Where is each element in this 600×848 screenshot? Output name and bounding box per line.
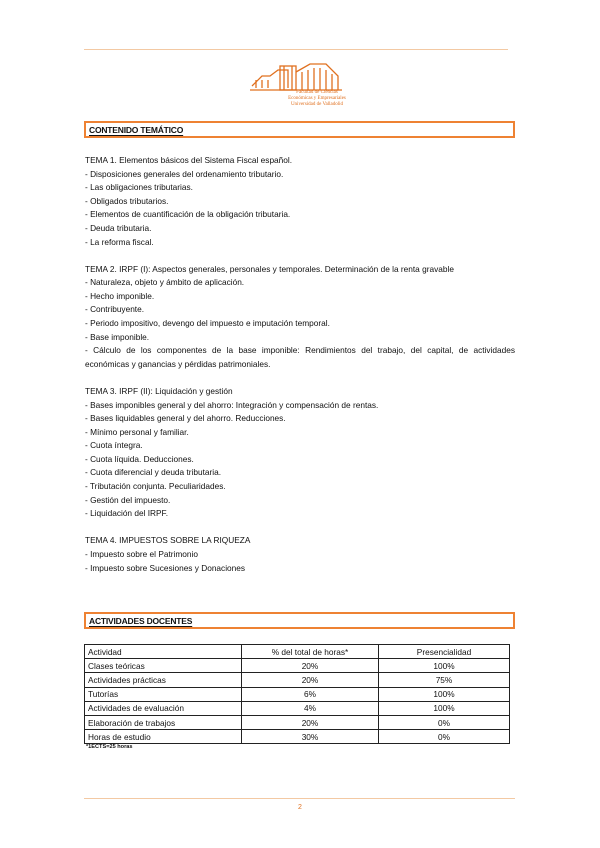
list-item: - Tributación conjunta. Peculiaridades. xyxy=(85,481,226,492)
footer-rule xyxy=(84,798,515,799)
list-item: - Periodo impositivo, devengo del impuesto e imputación temporal. xyxy=(85,318,330,329)
table-row xyxy=(85,715,510,729)
table-cell: Tutorías xyxy=(85,687,242,701)
list-item: - Cálculo de los componentes de la base imponible: Rendimientos del trabajo, del capital, de actividades económicas y ganancias y pérdidas patrimoniales. xyxy=(85,345,515,369)
table-header-row xyxy=(85,645,510,659)
list-item: - Cuota íntegra. xyxy=(85,440,143,451)
table-cell: 100% xyxy=(379,701,510,715)
list-item: - Elementos de cuantificación de la obligación tributaria. xyxy=(85,209,291,220)
contenido-body xyxy=(85,154,515,575)
table-cell: 100% xyxy=(379,659,510,673)
list-item: - Disposiciones generales del ordenamiento tributario. xyxy=(85,168,284,179)
ects-footnote: *1ECTS=25 horas xyxy=(86,744,133,750)
list-item: - Base imponible. xyxy=(85,331,150,342)
list-item: - Bases imponibles general y del ahorro: Integración y compensación de rentas. xyxy=(85,399,379,410)
table-cell: 20% xyxy=(242,673,379,687)
table-row xyxy=(85,673,510,687)
table-cell: 6% xyxy=(242,687,379,701)
table-cell: 0% xyxy=(379,730,510,744)
tema-2-heading: TEMA 2. IRPF (I): Aspectos generales, personales y temporales. Determinación de la renta gravable xyxy=(85,263,454,274)
list-item: - Las obligaciones tributarias. xyxy=(85,182,193,193)
list-item: - Gestión del impuesto. xyxy=(85,494,171,505)
list-item: - Liquidación del IRPF. xyxy=(85,508,169,519)
tema-1-heading: TEMA 1. Elementos básicos del Sistema Fiscal español. xyxy=(85,155,293,165)
list-item: - Cuota diferencial y deuda tributaria. xyxy=(85,467,222,478)
table-cell: Clases teóricas xyxy=(85,659,242,673)
actividades-table xyxy=(84,644,510,744)
column-header: Actividad xyxy=(85,645,242,659)
list-item: - Obligados tributarios. xyxy=(85,195,169,206)
tema-4-heading: TEMA 4. IMPUESTOS SOBRE LA RIQUEZA xyxy=(85,535,251,546)
header-rule xyxy=(84,49,508,50)
list-item: - Naturaleza, objeto y ámbito de aplicación. xyxy=(85,277,245,288)
list-item: - Hecho imponible. xyxy=(85,290,155,301)
table-cell: 20% xyxy=(242,659,379,673)
table-cell: Actividades prácticas xyxy=(85,673,242,687)
table-cell: 4% xyxy=(242,701,379,715)
table-row xyxy=(85,659,510,673)
list-item: - Bases liquidables general y del ahorro. Reducciones. xyxy=(85,413,286,424)
table-row xyxy=(85,730,510,744)
column-header: Presencialidad xyxy=(379,645,510,659)
column-header: % del total de horas* xyxy=(242,645,379,659)
table-cell: 0% xyxy=(379,715,510,729)
list-item: - Contribuyente. xyxy=(85,304,145,315)
tema-3-heading: TEMA 3. IRPF (II): Liquidación y gestión xyxy=(85,385,233,396)
list-item: - Impuesto sobre el Patrimonio xyxy=(85,548,198,559)
table-cell: 75% xyxy=(379,673,510,687)
list-item: - Impuesto sobre Sucesiones y Donaciones xyxy=(85,562,246,573)
list-item: - Mínimo personal y familiar. xyxy=(85,426,189,437)
faculty-logo-text: Facultad de Ciencias Económicas y Empresariales Universidad de Valladolid xyxy=(288,90,346,107)
list-item: - La reforma fiscal. xyxy=(85,236,154,247)
list-item: - Cuota líquida. Deducciones. xyxy=(85,453,194,464)
actividades-section-header: ACTIVIDADES DOCENTES xyxy=(84,612,515,629)
table-cell: 100% xyxy=(379,687,510,701)
page-number: 2 xyxy=(298,804,302,811)
table-cell: Actividades de evaluación xyxy=(85,701,242,715)
table-row xyxy=(85,687,510,701)
table-cell: 20% xyxy=(242,715,379,729)
table-cell: Elaboración de trabajos xyxy=(85,715,242,729)
table-cell: Horas de estudio xyxy=(85,730,242,744)
contenido-section-header: CONTENIDO TEMÁTICO xyxy=(84,121,515,138)
table-cell: 30% xyxy=(242,730,379,744)
table-row xyxy=(85,701,510,715)
list-item: - Deuda tributaria. xyxy=(85,222,152,233)
